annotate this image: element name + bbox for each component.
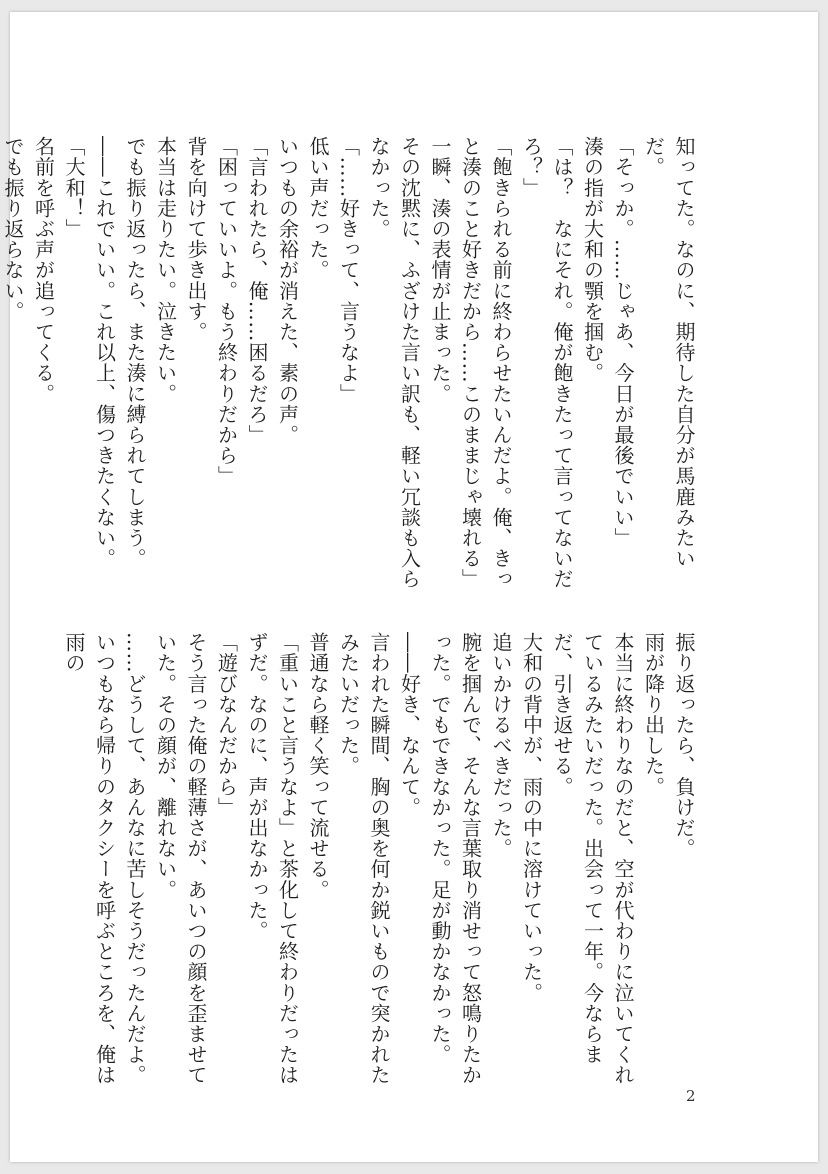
text-block-bottom bbox=[59, 632, 700, 1090]
paragraph: 「重いこと言うなよ」と茶化して終わりだったはずだ。なのに、声が出なかった。 bbox=[245, 632, 300, 1086]
paragraph: 「遊びなんだから」 bbox=[214, 632, 239, 818]
paragraph: 「言われたら、俺……困るだろ」 bbox=[245, 136, 269, 445]
paragraph: 背を向けて歩き出す。 bbox=[184, 136, 208, 342]
paragraph: 「は？ なにそれ。俺が飽きたって言ってないだろ？」 bbox=[519, 136, 574, 590]
paragraph: 名前を呼ぶ声が追ってくる。 bbox=[31, 136, 56, 404]
paragraph: 普通なら軽く笑って流せる。 bbox=[306, 632, 330, 900]
paragraph: いつもの余裕が消えた、素の声。 bbox=[275, 136, 300, 445]
page-number: 2 bbox=[686, 1087, 696, 1105]
paragraph: 湊の指が大和の顎を掴む。 bbox=[580, 136, 605, 384]
paragraph: 「そっか。……じゃあ、今日が最後でいい」 bbox=[611, 136, 635, 548]
paragraph: 「飽きられる前に終わらせたいんだよ。俺、きっと湊のこと好きだから……このままじゃ壊れる」 bbox=[458, 136, 513, 590]
paragraph: 「……好きって、言うなよ」 bbox=[336, 136, 361, 404]
paragraph: そう言った俺の軽薄さが、あいつの顔を歪ませていた。その顔が、離れない。 bbox=[153, 632, 208, 1086]
paragraph: 本当は走りたい。泣きたい。 bbox=[153, 136, 178, 404]
paragraph: でも振り返らない。 bbox=[1, 136, 25, 322]
paragraph: 「困っていいよ。もう終わりだから」 bbox=[214, 136, 239, 487]
paragraph: 「大和！」 bbox=[62, 136, 86, 239]
paragraph: 知ってた。なのに、期待した自分が馬鹿みたいだ。 bbox=[641, 136, 696, 569]
paragraph: 追いかけるべきだった。 bbox=[489, 632, 513, 859]
paragraph: ――好き、なんて。 bbox=[397, 632, 422, 818]
paragraph: 一瞬、湊の表情が止まった。 bbox=[428, 136, 452, 404]
paragraph: ――これでいい。これ以上、傷つきたくない。 bbox=[92, 136, 117, 569]
paragraph: いつもなら帰りのタクシーを呼ぶところを、俺は雨の bbox=[62, 632, 117, 1086]
paragraph: 腕を掴んで、そんな言葉取り消せって怒鳴りたかった。でもできなかった。足が動かなかった。 bbox=[428, 632, 483, 1086]
paragraph: 本当に終わりなのだと、空が代わりに泣いてくれているみたいだった。出会って一年。今ならまだ、引き返せる。 bbox=[550, 632, 635, 1086]
paragraph: 雨が降り出した。 bbox=[641, 632, 666, 797]
paragraph: 振り返ったら、負けだ。 bbox=[672, 632, 696, 859]
document-page bbox=[1, 12, 818, 1162]
paragraph: 言われた瞬間、胸の奥を何か鋭いもので突かれたみたいだった。 bbox=[336, 632, 391, 1086]
paragraph: その沈黙に、ふざけた言い訳も、軽い冗談も入らなかった。 bbox=[367, 136, 422, 590]
paragraph: ……どうして、あんなに苦しそうだったんだよ。 bbox=[123, 632, 147, 1086]
paragraph: 大和の背中が、雨の中に溶けていった。 bbox=[519, 632, 544, 1003]
paragraph: でも振り返ったら、また湊に縛られてしまう。 bbox=[123, 136, 147, 569]
text-block-top bbox=[0, 136, 699, 594]
paragraph: 低い声だった。 bbox=[306, 136, 330, 281]
